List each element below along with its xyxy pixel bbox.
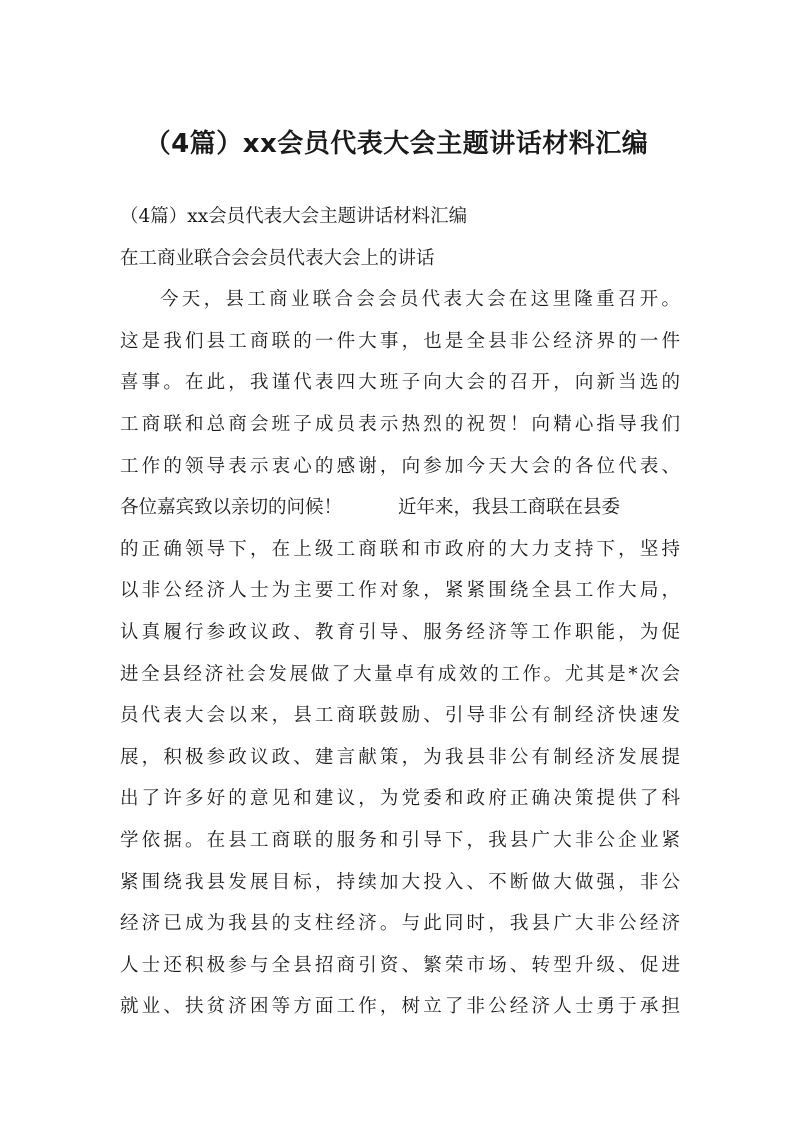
paragraph-line: 出了许多好的意见和建议，为党委和政府正确决策提供了科 [120,788,680,810]
paragraph-line: 经济已成为我县的支柱经济。与此同时，我县广大非公经济 [120,913,680,935]
paragraph-line: 展，积极参政议政、建言献策，为我县非公有制经济发展提 [120,746,680,768]
paragraph-line: 人士还积极参与全县招商引资、繁荣市场、转型升级、促进 [120,954,680,976]
paragraph-line: 认真履行参政议政、教育引导、服务经济等工作职能，为促 [120,621,680,643]
subtitle-line: （4篇）xx会员代表大会主题讲话材料汇编 [120,206,468,227]
paragraph-line: 工作的领导表示衷心的感谢，向参加今天大会的各位代表、 [120,455,680,477]
paragraph-segment: 近年来，我县工商联在县委 [398,497,621,519]
paragraph-line: 以非公经济人士为主要工作对象，紧紧围绕全县工作大局， [120,580,680,602]
document-body [120,196,680,1028]
paragraph-line: 这是我们县工商联的一件大事，也是全县非公经济界的一件 [120,330,680,352]
paragraph-line: 员代表大会以来，县工商联鼓励、引导非公有制经济快速发 [120,705,680,727]
paragraph-line: 喜事。在此，我谨代表四大班子向大会的召开，向新当选的 [120,372,680,394]
paragraph-line: 紧围绕我县发展目标，持续加大投入、不断做大做强，非公 [120,871,680,893]
paragraph-line: 的正确领导下，在上级工商联和市政府的大力支持下，坚持 [120,538,680,560]
paragraph-line: 进全县经济社会发展做了大量卓有成效的工作。尤其是*次会 [120,663,680,685]
paragraph-line: 学依据。在县工商联的服务和引导下，我县广大非公企业紧 [120,829,680,851]
paragraph-line: 工商联和总商会班子成员表示热烈的祝贺！向精心指导我们 [120,413,680,435]
paragraph-segment: 各位嘉宾致以亲切的问候！ [120,497,343,519]
paragraph-line: 今天，县工商业联合会会员代表大会在这里隆重召开。 [160,289,680,311]
paragraph-line: 就业、扶贫济困等方面工作，树立了非公经济人士勇于承担 [120,996,680,1018]
section-heading: 在工商业联合会会员代表大会上的讲话 [120,247,435,269]
document-title: （4篇）xx会员代表大会主题讲话材料汇编 [144,129,649,159]
paragraph-line [120,487,680,529]
